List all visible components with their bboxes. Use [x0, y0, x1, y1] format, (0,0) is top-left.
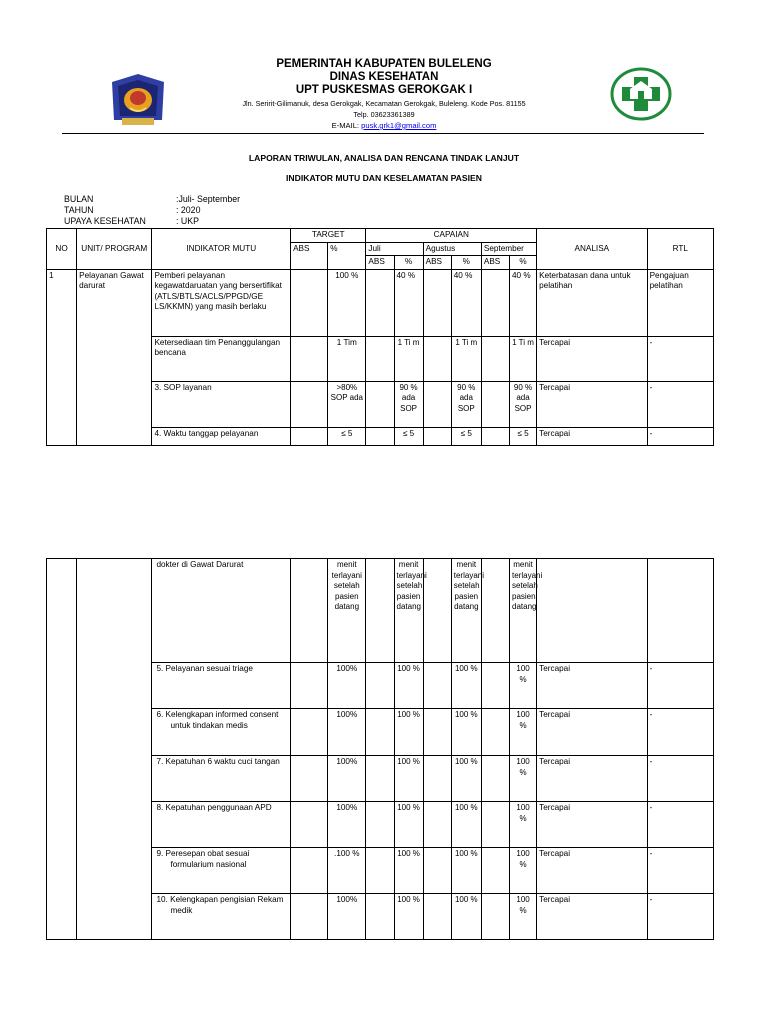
row-indikator: 10. Kelengkapan pengisian Rekam medik — [152, 894, 291, 940]
bulan-value: :Juli- September — [176, 194, 241, 204]
row-rtl: - — [647, 381, 713, 427]
row-analisa: Keterbatasan dana untuk pelatihan — [537, 269, 647, 336]
row-september: 1 Ti m — [509, 336, 536, 381]
target-abs: ABS — [291, 242, 328, 269]
row-analisa: Tercapai — [537, 802, 647, 848]
juli-pct: % — [394, 256, 423, 270]
target-pct: % — [328, 242, 366, 269]
row-no: 1 — [47, 269, 77, 445]
row-indikator: 3. SOP layanan — [152, 381, 291, 427]
row-target: 100% — [328, 756, 366, 802]
row-rtl: - — [647, 709, 713, 756]
row-target: >80% SOP ada — [328, 381, 366, 427]
report-title: LAPORAN TRIWULAN, ANALISA DAN RENCANA TINDAK LANJUT — [248, 153, 520, 163]
row-september: 90 % ada SOP — [509, 381, 536, 427]
row-target: 1 Tim — [328, 336, 366, 381]
row-rtl: - — [647, 894, 713, 940]
row-agustus: 100 % — [451, 756, 481, 802]
row-analisa: Tercapai — [537, 381, 647, 427]
indicator-table-page2 — [46, 558, 714, 940]
row-target: 100% — [328, 894, 366, 940]
indicator-table-page1 — [46, 228, 714, 446]
row-indikator: 8. Kepatuhan penggunaan APD — [152, 802, 291, 848]
row-juli: 100 % — [394, 802, 423, 848]
row-agustus: 90 % ada SOP — [451, 381, 481, 427]
row-indikator: 4. Waktu tanggap pelayanan — [152, 427, 291, 445]
table-row — [47, 559, 714, 663]
row-analisa: Tercapai — [537, 756, 647, 802]
col-analisa: ANALISA — [537, 229, 647, 270]
agustus-pct: % — [451, 256, 481, 270]
row-analisa: Tercapai — [537, 336, 647, 381]
col-target: TARGET — [291, 229, 366, 243]
header-puskesmas: UPT PUSKESMAS GEROKGAK I — [295, 84, 473, 96]
bulan-label: BULAN — [64, 194, 94, 204]
row-juli: 100 % — [394, 894, 423, 940]
row-juli: 100 % — [394, 709, 423, 756]
email-link[interactable]: pusk.grk1@gmail.com — [361, 121, 437, 130]
agustus-abs: ABS — [423, 256, 451, 270]
row-agustus: 100 % — [451, 848, 481, 894]
header-department: DINAS KESEHATAN — [329, 71, 439, 83]
row-juli: 40 % — [394, 269, 423, 336]
row-september: 100 % — [510, 709, 537, 756]
report-subtitle: INDIKATOR MUTU DAN KESELAMATAN PASIEN — [286, 173, 482, 183]
row-indikator: 6. Kelengkapan informed consent untuk tindakan medis — [152, 709, 291, 756]
month-juli: Juli — [366, 242, 423, 256]
month-september: September — [481, 242, 536, 256]
row-september: menit terlayani setelah pasien datang — [510, 559, 537, 663]
row-indikator: 9. Peresepan obat sesuai formularium nasional — [152, 848, 291, 894]
header-divider — [62, 133, 704, 134]
row-agustus: 40 % — [451, 269, 481, 336]
row-rtl: - — [647, 802, 713, 848]
tahun-label: TAHUN — [64, 205, 94, 215]
header-email — [0, 121, 768, 130]
september-abs: ABS — [481, 256, 509, 270]
row-agustus: menit terlayani setelah pasien datang — [451, 559, 481, 663]
row-agustus: 100 % — [451, 802, 481, 848]
col-indikator: INDIKATOR MUTU — [152, 229, 291, 270]
row-juli: menit terlayani setelah pasien datang — [394, 559, 423, 663]
row-juli: 90 % ada SOP — [394, 381, 423, 427]
row-rtl: - — [647, 427, 713, 445]
row-target: ≤ 5 — [328, 427, 366, 445]
header-government: PEMERINTAH KABUPATEN BULELENG — [276, 58, 492, 70]
month-agustus: Agustus — [423, 242, 481, 256]
row-target: 100% — [328, 709, 366, 756]
row-juli: 100 % — [394, 663, 423, 709]
row-rtl: - — [647, 848, 713, 894]
row-september: 100 % — [510, 848, 537, 894]
juli-abs: ABS — [366, 256, 394, 270]
row-september: 40 % — [509, 269, 536, 336]
col-no: NO — [47, 229, 77, 270]
row-rtl — [647, 559, 713, 663]
row-rtl: - — [647, 336, 713, 381]
row-juli: ≤ 5 — [394, 427, 423, 445]
row-analisa: Tercapai — [537, 894, 647, 940]
row-september: ≤ 5 — [509, 427, 536, 445]
row-agustus: 100 % — [451, 663, 481, 709]
row-indikator: 7. Kepatuhan 6 waktu cuci tangan — [152, 756, 291, 802]
row-rtl: - — [647, 756, 713, 802]
row-analisa — [537, 559, 647, 663]
table-row — [47, 269, 714, 336]
row-analisa: Tercapai — [537, 848, 647, 894]
row-agustus: 100 % — [451, 894, 481, 940]
row-indikator: Pemberi pelayanan kegawatdaruatan yang bersertifikat (ATLS/BTLS/ACLS/PPGD/GE LS/KKMN) yang masih berlaku — [152, 269, 291, 336]
row-target: menit terlayani setelah pasien datang — [328, 559, 366, 663]
upaya-label: UPAYA KESEHATAN — [64, 216, 146, 226]
row-target: 100% — [328, 663, 366, 709]
row-rtl: Pengajuan pelatihan — [647, 269, 713, 336]
row-target: .100 % — [328, 848, 366, 894]
row-unit: Pelayanan Gawat darurat — [77, 269, 152, 445]
row-rtl: - — [647, 663, 713, 709]
row-juli: 1 Ti m — [394, 336, 423, 381]
september-pct: % — [509, 256, 536, 270]
col-rtl: RTL — [647, 229, 713, 270]
row-indikator: 5. Pelayanan sesuai triage — [152, 663, 291, 709]
row-juli: 100 % — [394, 756, 423, 802]
row-analisa: Tercapai — [537, 663, 647, 709]
row-indikator: dokter di Gawat Darurat — [152, 559, 291, 663]
header-address: Jln. Seririt-Gilimanuk, desa Gerokgak, Kecamatan Gerokgak, Buleleng. Kode Pos. 81155 — [242, 99, 526, 108]
tahun-value: : 2020 — [176, 205, 201, 215]
row-analisa: Tercapai — [537, 709, 647, 756]
row-juli: 100 % — [394, 848, 423, 894]
row-target: 100% — [328, 802, 366, 848]
row-september: 100 % — [510, 756, 537, 802]
col-capaian: CAPAIAN — [366, 229, 537, 243]
email-label: E-MAIL: — [331, 121, 362, 130]
row-agustus: ≤ 5 — [451, 427, 481, 445]
row-september: 100 % — [510, 802, 537, 848]
row-target: 100 % — [328, 269, 366, 336]
header-telp: Telp. 03623361389 — [353, 110, 415, 119]
row-agustus: 100 % — [451, 709, 481, 756]
row-agustus: 1 Ti m — [451, 336, 481, 381]
col-unit: UNIT/ PROGRAM — [77, 229, 152, 270]
row-indikator: Ketersediaan tim Penanggulangan bencana — [152, 336, 291, 381]
row-analisa: Tercapai — [537, 427, 647, 445]
row-september: 100 % — [510, 663, 537, 709]
row-september: 100 % — [510, 894, 537, 940]
upaya-value: : UKP — [176, 216, 199, 226]
